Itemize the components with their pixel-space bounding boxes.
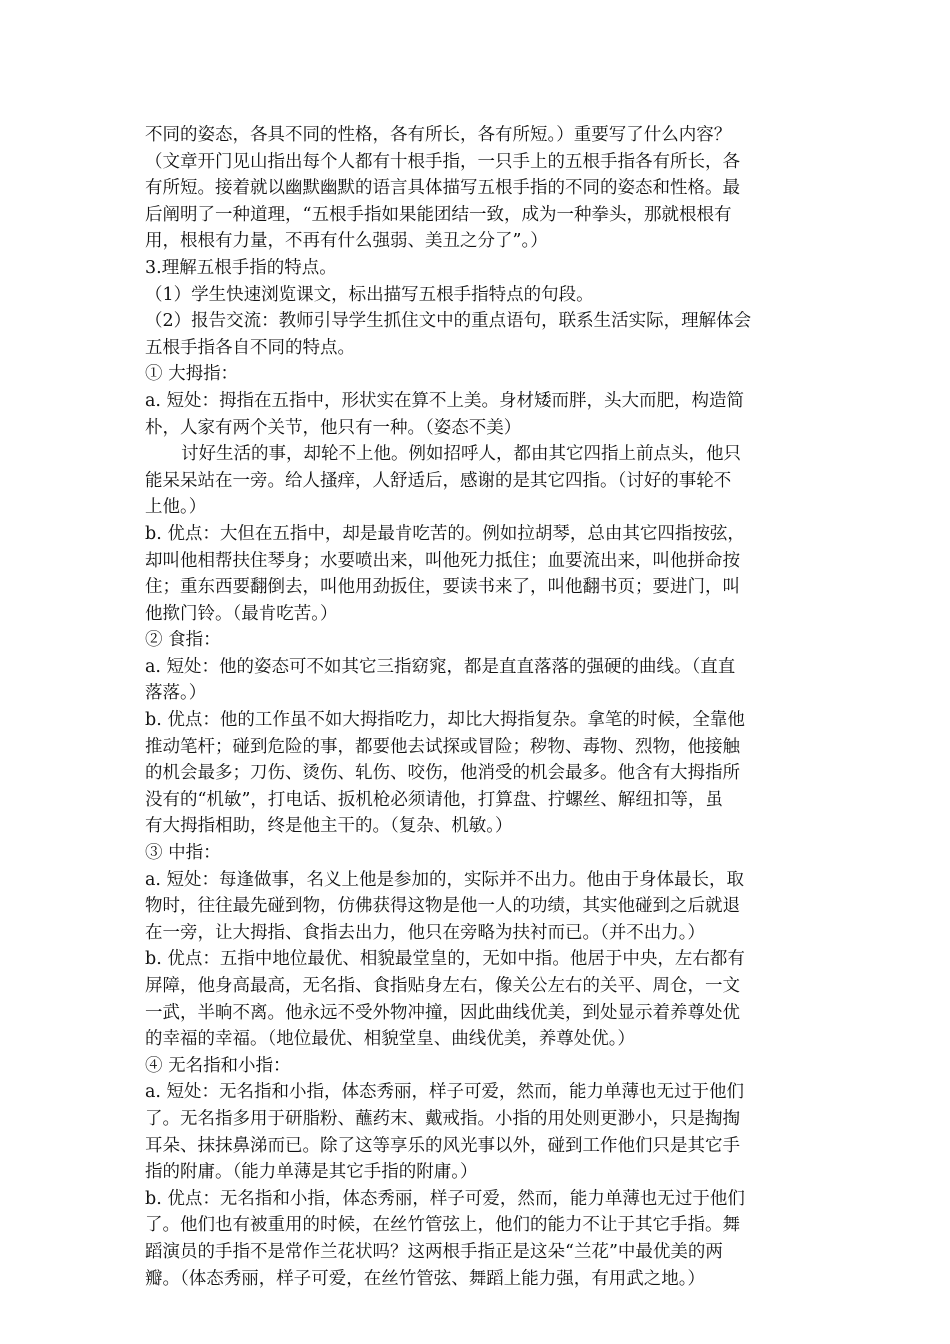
text-line: 能呆呆站在一旁。给人搔痒，人舒适后，感谢的是其它四指。（讨好的事轮不 bbox=[145, 470, 732, 491]
text-line: ② 食指： bbox=[145, 630, 221, 651]
text-line: 不同的姿态，各具不同的性格，各有所长，各有所短。）重要写了什么内容？ bbox=[145, 125, 732, 145]
text-line: a. 短处：无名指和小指，体态秀丽，样子可爱，然而，能力单薄也无过于他们 bbox=[145, 1082, 745, 1103]
text-line: 后阐明了一种道理，“五根手指如果能团结一致，成为一种拳头，那就根根有 bbox=[145, 204, 732, 225]
text-line: a. 短处：拇指在五指中，形状实在算不上美。身材矮而胖，头大而肥，构造简 bbox=[145, 390, 745, 411]
text-line: a. 短处：他的姿态可不如其它三指窈窕，都是直直落落的强硬的曲线。（直直 bbox=[145, 656, 736, 677]
text-line: 蹈演员的手指不是常作兰花状吗？这两根手指正是这朵“兰花”中最优美的两 bbox=[145, 1241, 723, 1262]
text-line: b. 优点：他的工作虽不如大拇指吃力，却比大拇指复杂。拿笔的时候，全靠他 bbox=[145, 710, 745, 731]
text-line: 一武，半晌不离。他永远不受外物冲撞，因此曲线优美，到处显示着养尊处优 bbox=[145, 1002, 740, 1023]
text-line: 物时，往往最先碰到物，仿佛获得这物是他一人的功绩，其实他碰到之后就退 bbox=[145, 896, 740, 917]
text-line: 住；重东西要翻倒去，叫他用劲扳住，要读书来了，叫他翻书页；要进门，叫 bbox=[145, 577, 740, 598]
text-line: 推动笔杆；碰到危险的事，都要他去试探或冒险；秽物、毒物、烈物，他接触 bbox=[145, 736, 740, 757]
text-line: 却叫他相帮扶住琴身；水要喷出来，叫他死力抵住；血要流出来，叫他拼命按 bbox=[145, 550, 740, 571]
text-line: 在一旁，让大拇指、食指去出力，他只在旁略为扶衬而已。（并不出力。） bbox=[145, 922, 705, 943]
text-line: （文章开门见山指出每个人都有十根手指，一只手上的五根手指各有所长，各 bbox=[145, 151, 740, 172]
text-line: b. 优点：大但在五指中，却是最肯吃苦的。例如拉胡琴，总由其它四指按弦， bbox=[145, 523, 745, 544]
text-line: 五根手指各自不同的特点。 bbox=[145, 337, 355, 358]
text-line: 了。他们也有被重用的时候，在丝竹管弦上，他们的能力不让于其它手指。舞 bbox=[145, 1215, 740, 1236]
text-line: 没有的“机敏”，打电话、扳机枪必须请他，打算盘、拧螺丝、解纽扣等，虽 bbox=[145, 789, 723, 810]
text-line: 耳朵、抹抹鼻涕而已。除了这等享乐的风光事以外，碰到工作他们只是其它手 bbox=[145, 1135, 740, 1156]
document-body bbox=[145, 122, 809, 1292]
text-line: 有所短。接着就以幽默幽默的语言具体描写五根手指的不同的姿态和性格。最 bbox=[145, 178, 740, 199]
text-line: 朴，人家有两个关节，他只有一种。（姿态不美） bbox=[145, 417, 522, 438]
text-line: 落落。） bbox=[145, 683, 207, 704]
text-line: 的幸福的幸福。（地位最优、相貌堂皇、曲线优美，养尊处优。） bbox=[145, 1029, 635, 1050]
text-line: ① 大拇指： bbox=[145, 364, 239, 385]
text-line: a. 短处：每逢做事，名义上他是参加的，实际并不出力。他由于身体最长，取 bbox=[145, 869, 745, 890]
text-line: b. 优点：无名指和小指，体态秀丽，样子可爱，然而，能力单薄也无过于他们 bbox=[145, 1188, 745, 1209]
text-line: 3.理解五根手指的特点。 bbox=[145, 257, 337, 278]
text-line: 了。无名指多用于研脂粉、蘸药末、戴戒指。小指的用处则更渺小，只是掏掏 bbox=[145, 1108, 740, 1129]
text-line: 用，根根有力量，不再有什么强弱、美丑之分了”。） bbox=[145, 231, 548, 252]
text-line: b. 优点：五指中地位最优、相貌最堂皇的，无如中指。他居于中央，左右都有 bbox=[145, 949, 745, 970]
text-line: ③ 中指： bbox=[145, 843, 221, 864]
text-line: 的机会最多；刀伤、烫伤、轧伤、咬伤，他消受的机会最多。他含有大拇指所 bbox=[145, 763, 740, 784]
text-line: 指的附庸。（能力单薄是其它手指的附庸。） bbox=[145, 1162, 478, 1183]
text-line: 他揿门铃。（最肯吃苦。） bbox=[145, 603, 338, 624]
text-line: （1）学生快速浏览课文，标出描写五根手指特点的句段。 bbox=[145, 284, 594, 305]
text-line: 讨好生活的事，却轮不上他。例如招呼人，都由其它四指上前点头，他只 bbox=[181, 444, 741, 465]
text-line: （2）报告交流：教师引导学生抓住文中的重点语句，联系生活实际，理解体会 bbox=[145, 311, 752, 332]
text-line: 瓣。（体态秀丽，样子可爱，在丝竹管弦、舞蹈上能力强，有用武之地。） bbox=[145, 1268, 705, 1289]
text-line: 有大拇指相助，终是他主干的。（复杂、机敏。） bbox=[145, 816, 513, 837]
text-line: ④ 无名指和小指： bbox=[145, 1055, 291, 1076]
text-line: 上他。） bbox=[145, 497, 207, 518]
text-line: 屏障，他身高最高，无名指、食指贴身左右，像关公左右的关平、周仓，一文 bbox=[145, 976, 740, 996]
